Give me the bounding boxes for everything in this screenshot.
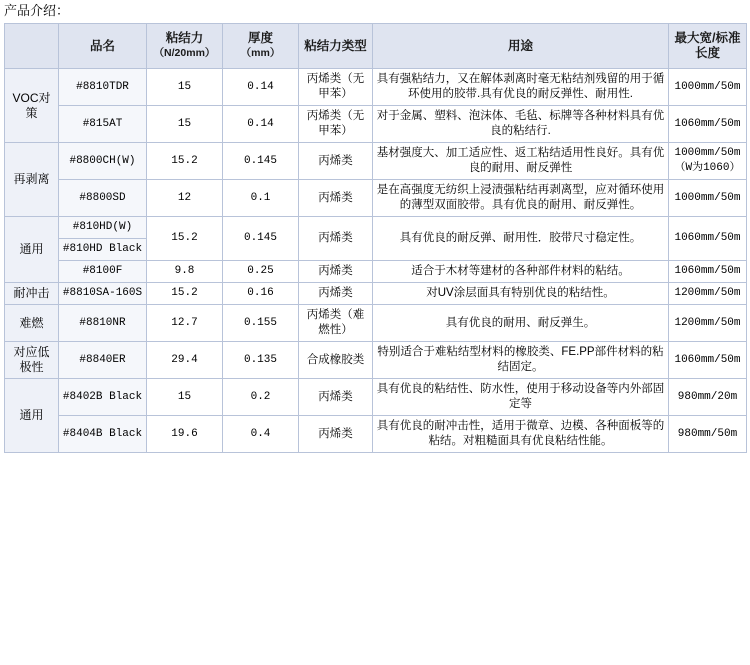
row-use: 适合于木材等建材的各种部件材料的粘结。: [373, 261, 669, 283]
row-category: 对应低极性: [5, 342, 59, 379]
row-name: #8800SD: [59, 180, 147, 217]
row-adhesion: 15: [147, 69, 223, 106]
row-category: 通用: [5, 379, 59, 453]
column-header-size: 最大宽/标准长度: [669, 24, 747, 69]
row-type: 丙烯类（难燃性）: [299, 305, 373, 342]
row-size: 1060mm/50m: [669, 342, 747, 379]
row-name: #8810NR: [59, 305, 147, 342]
row-name: #8404B Black: [59, 416, 147, 453]
column-header-thickness-unit: （mm）: [240, 47, 281, 59]
table-header: [5, 24, 747, 69]
table-row: [5, 217, 747, 239]
row-adhesion: 9.8: [147, 261, 223, 283]
row-name: #8810SA-160S: [59, 283, 147, 305]
row-name-secondary: #810HD Black: [59, 239, 147, 261]
row-use: 对UV涂层面具有特别优良的粘结性。: [373, 283, 669, 305]
row-category: 难燃: [5, 305, 59, 342]
row-name: #8402B Black: [59, 379, 147, 416]
row-thickness: 0.2: [223, 379, 299, 416]
row-adhesion: 12: [147, 180, 223, 217]
row-type: 丙烯类（无甲苯）: [299, 69, 373, 106]
row-type: 丙烯类: [299, 379, 373, 416]
row-size: 1200mm/50m: [669, 283, 747, 305]
row-size: 1000mm/50m: [669, 180, 747, 217]
row-thickness: 0.14: [223, 69, 299, 106]
column-header-thickness: [223, 24, 299, 69]
row-name: #810HD(W): [59, 217, 147, 239]
row-size: 1060mm/50m: [669, 217, 747, 261]
column-header-adhesion-label: 粘结力: [165, 31, 204, 45]
row-use: 具有优良的耐反弹、耐用性．胶带尺寸稳定性。: [373, 217, 669, 261]
column-header-adhesion-unit: （N/20mm）: [153, 47, 216, 59]
row-use: 基材强度大、加工适应性、返工粘结适用性良好。具有优良的耐用、耐反弹性: [373, 143, 669, 180]
row-use: 具有优良的耐冲击性，适用于微章、边模、各种面板等的粘结。对粗糙面具有优良粘结性能。: [373, 416, 669, 453]
table-row: [5, 261, 747, 283]
row-adhesion: 29.4: [147, 342, 223, 379]
row-adhesion: 15.2: [147, 217, 223, 261]
row-name: #8100F: [59, 261, 147, 283]
row-name: #8810TDR: [59, 69, 147, 106]
row-use: 特别适合于难粘结型材料的橡胶类、FE.PP部件材料的粘结固定。: [373, 342, 669, 379]
row-size: 980mm/50m: [669, 416, 747, 453]
row-thickness: 0.14: [223, 106, 299, 143]
row-adhesion: 12.7: [147, 305, 223, 342]
column-header-use: 用途: [373, 24, 669, 69]
row-adhesion: 15.2: [147, 283, 223, 305]
table-row: [5, 106, 747, 143]
product-table: [4, 23, 747, 453]
row-size: 1000mm/50m: [669, 69, 747, 106]
table-row: [5, 69, 747, 106]
row-size: 1200mm/50m: [669, 305, 747, 342]
row-thickness: 0.4: [223, 416, 299, 453]
row-type: 丙烯类: [299, 143, 373, 180]
table-row: [5, 305, 747, 342]
row-use: 是在高强度无纺织上浸渍强粘结再剥离型，应对循环使用的薄型双面胶带。具有优良的耐用、耐反弹性。: [373, 180, 669, 217]
column-header-name: 品名: [59, 24, 147, 69]
row-size: 1060mm/50m: [669, 261, 747, 283]
row-category: 通用: [5, 217, 59, 283]
row-type: 丙烯类: [299, 416, 373, 453]
row-name: #8800CH(W): [59, 143, 147, 180]
table-row: [5, 180, 747, 217]
row-thickness: 0.155: [223, 305, 299, 342]
page-title: 产品介绍：: [4, 3, 70, 18]
row-thickness: 0.1: [223, 180, 299, 217]
row-thickness: 0.16: [223, 283, 299, 305]
column-header-thickness-label: 厚度: [247, 31, 273, 45]
table-header-row: [5, 24, 747, 69]
row-size: 1060mm/50m: [669, 106, 747, 143]
row-category: 再剥离: [5, 143, 59, 217]
row-type: 丙烯类: [299, 180, 373, 217]
row-adhesion: 15.2: [147, 143, 223, 180]
row-type: 丙烯类: [299, 217, 373, 261]
row-type: 丙烯类: [299, 261, 373, 283]
table-row: [5, 416, 747, 453]
table-row: [5, 283, 747, 305]
row-type: 丙烯类: [299, 283, 373, 305]
row-thickness: 0.135: [223, 342, 299, 379]
row-type: 合成橡胶类: [299, 342, 373, 379]
row-category: 耐冲击: [5, 283, 59, 305]
table-row: [5, 143, 747, 180]
row-use: 具有优良的耐用、耐反弹生。: [373, 305, 669, 342]
row-category: VOC对策: [5, 69, 59, 143]
row-use: 对于金属、塑料、泡沫体、毛毡、标牌等各种材料具有优良的粘结行.: [373, 106, 669, 143]
row-thickness: 0.145: [223, 143, 299, 180]
row-name: #815AT: [59, 106, 147, 143]
row-size: 1000mm/50m（W为1060）: [669, 143, 747, 180]
row-thickness: 0.25: [223, 261, 299, 283]
column-header-category: [5, 24, 59, 69]
row-adhesion: 15: [147, 379, 223, 416]
table-body: [5, 69, 747, 453]
column-header-adhesion: [147, 24, 223, 69]
row-adhesion: 19.6: [147, 416, 223, 453]
row-size: 980mm/20m: [669, 379, 747, 416]
row-type: 丙烯类（无甲苯）: [299, 106, 373, 143]
row-adhesion: 15: [147, 106, 223, 143]
row-thickness: 0.145: [223, 217, 299, 261]
column-header-type: 粘结力类型: [299, 24, 373, 69]
row-use: 具有优良的粘结性、防水性，使用于移动设备等内外部固定等: [373, 379, 669, 416]
row-use: 具有强粘结力，又在解体剥离时毫无粘结剂残留的用于循环使用的胶带.具有优良的耐反弹性、耐用性.: [373, 69, 669, 106]
table-row: [5, 342, 747, 379]
row-name: #8840ER: [59, 342, 147, 379]
table-row: [5, 379, 747, 416]
